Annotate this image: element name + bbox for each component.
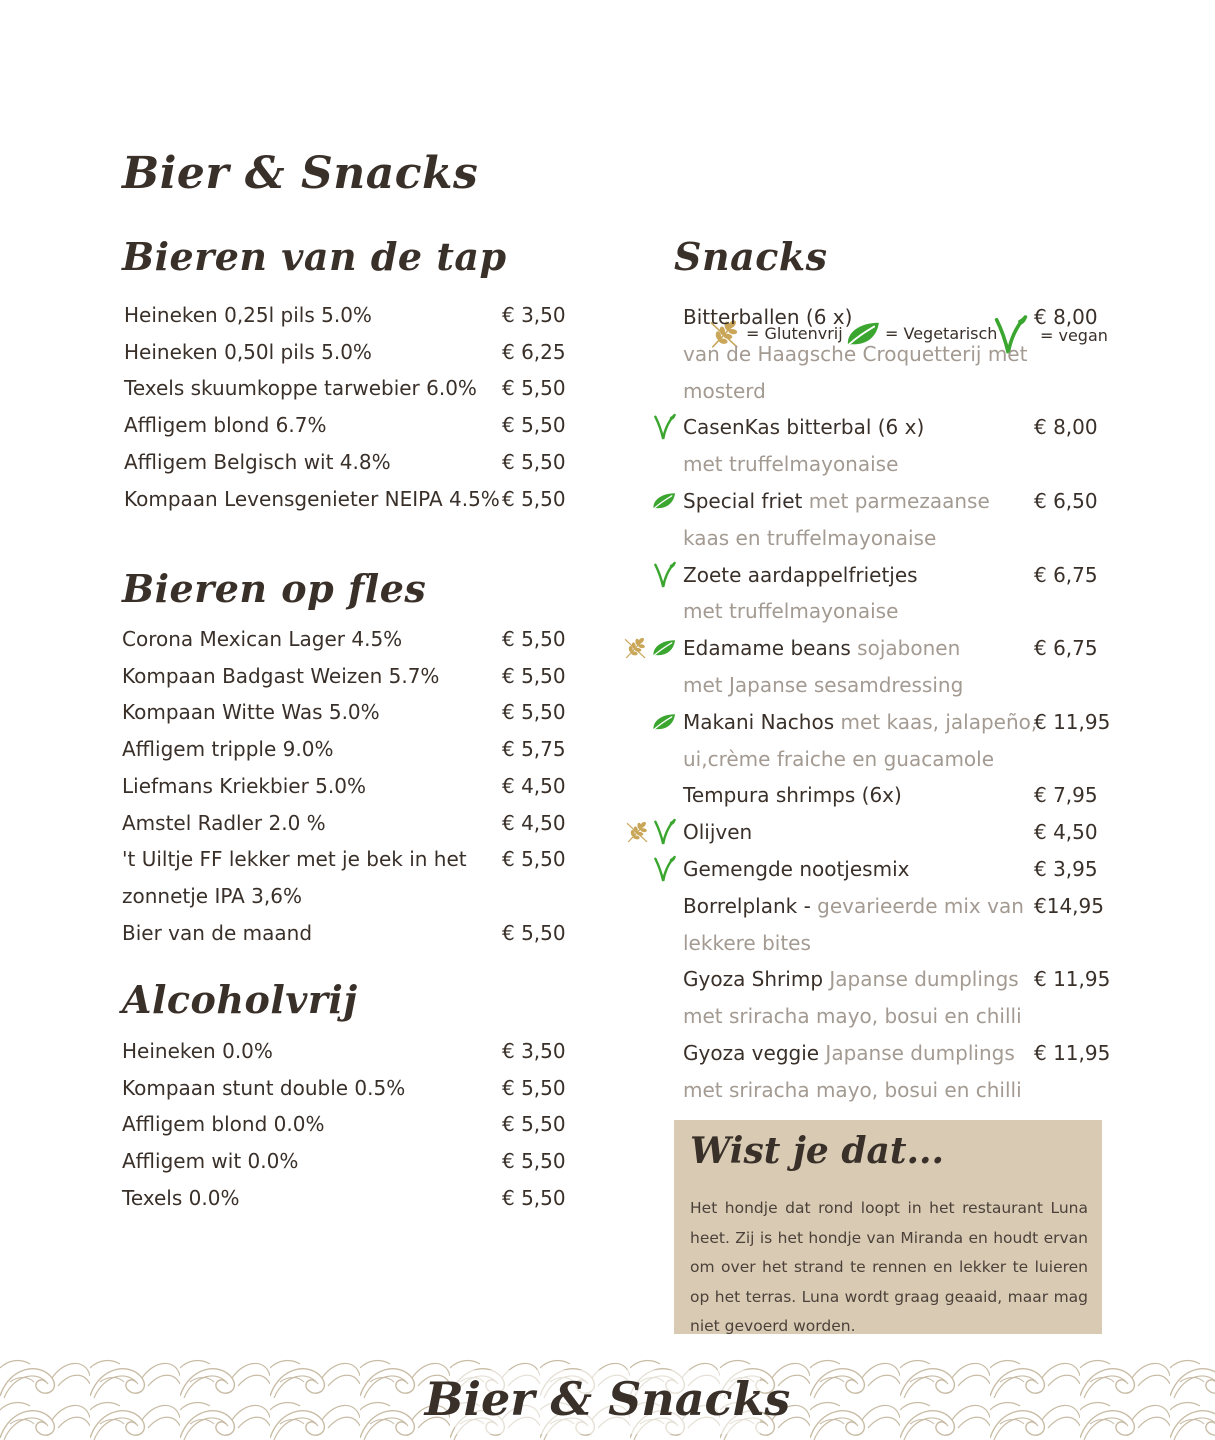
snack-description: sojabonen [850,636,961,661]
snack-name: Makani Nachos [683,709,835,734]
item-price: € 3,50 [502,303,566,327]
item-price: € 5,50 [502,627,566,651]
section-title-bottle: Bieren op fles [122,566,427,611]
list-item [122,915,582,951]
item-name: Kompaan Witte Was 5.0% [122,700,380,725]
snack-item [683,630,960,666]
snack-description: van de Haagsche Croquetterij met [683,341,1028,366]
snack-price: € 3,95 [1034,857,1098,881]
snack-price: € 6,50 [1034,489,1098,513]
info-box [674,1120,1102,1334]
list-item [124,297,582,333]
list-item [122,658,582,694]
item-price: € 5,50 [502,449,566,474]
snack-description: met sriracha mayo, bosui en chilli [683,1004,1022,1029]
list-item [122,1033,582,1069]
snack-name: Bitterballen (6 x) [683,305,853,329]
item-name: Kompaan stunt double 0.5% [122,1075,406,1100]
item-name: Heineken 0,25l pils 5.0% [124,303,372,327]
item-name: Affligem blond 0.0% [122,1112,325,1137]
item-price: € 5,50 [502,663,566,688]
snack-item [683,777,902,813]
snack-description: Japanse dumplings [823,967,1019,992]
snack-name: Olijven [683,820,753,845]
snack-description: mosterd [683,378,766,403]
item-price: € 6,25 [502,339,566,364]
snack-item [683,998,1022,1034]
snack-name: Tempura shrimps (6x) [683,783,902,808]
section-title-tap: Bieren van de tap [122,234,507,279]
vegan-icon [653,818,677,846]
item-name: Heineken 0,50l pils 5.0% [124,339,372,364]
snack-name: Gyoza Shrimp [683,967,824,992]
snack-name: Gyoza veggie [683,1041,820,1065]
vegan-icon [653,855,677,883]
item-name: zonnetje IPA 3,6% [122,883,302,908]
snack-item [683,851,909,887]
item-price: € 5,50 [502,413,566,438]
vegan-icon [653,561,677,589]
item-name: Kompaan Badgast Weizen 5.7% [122,663,440,688]
snack-price: € 11,95 [1034,709,1111,734]
item-price: € 5,50 [502,1112,566,1137]
snack-price: € 7,95 [1034,783,1098,808]
list-item [124,481,582,517]
snack-price: € 6,75 [1034,562,1098,587]
item-price: € 4,50 [502,810,566,835]
list-item [124,444,582,480]
snack-description: ui,crème fraiche en guacamole [683,746,995,771]
list-item [122,1180,582,1216]
item-price: € 5,50 [502,847,566,872]
item-name: Texels skuumkoppe tarwebier 6.0% [124,376,477,401]
snack-item [683,409,924,445]
snack-description: met truffelmayonaise [683,452,899,477]
vegetarian-icon [651,491,677,511]
list-item [122,731,582,767]
item-price: € 5,75 [502,737,566,762]
snack-description: gevarieerde mix van [817,893,1024,918]
snack-item [683,814,752,850]
snack-name: Special friet [683,489,803,513]
list-item [124,407,582,443]
footer-title: Bier & Snacks [424,1372,791,1426]
snack-item [683,593,898,629]
item-name: Kompaan Levensgenieter NEIPA 4.5% [124,486,500,511]
item-name: Amstel Radler 2.0 % [122,810,326,835]
snack-name: Borrelplank - [683,893,818,918]
snack-description: kaas en truffelmayonaise [683,525,937,550]
snack-item [683,520,936,556]
item-name: Affligem wit 0.0% [122,1149,299,1174]
legend-gluten-free: = Glutenvrij [746,324,843,343]
snack-item [683,1035,1015,1071]
item-price: € 5,50 [502,700,566,725]
list-item [124,334,582,370]
gluten-free-icon [625,820,649,844]
snack-description: Japanse dumplings [819,1041,1015,1065]
snack-description: met parmezaanse [802,489,990,513]
list-item [122,768,582,804]
section-title-alcoholfree: Alcoholvrij [122,977,358,1022]
snack-name: CasenKas bitterbal (6 x) [683,415,925,440]
item-name: 't Uiltje FF lekker met je bek in het [122,847,467,872]
snack-price: € 8,00 [1034,305,1098,329]
snack-description: met Japanse sesamdressing [683,673,964,697]
snack-name: Gemengde nootjesmix [683,857,910,881]
snack-price: € 8,00 [1034,415,1098,440]
legend-vegetarian: = Vegetarisch [885,324,998,343]
list-item [122,805,582,841]
list-item [122,1143,582,1179]
item-price: € 5,50 [502,1185,566,1210]
item-name: Liefmans Kriekbier 5.0% [122,773,366,798]
item-name: Affligem blond 6.7% [124,413,327,438]
snack-description: met sriracha mayo, bosui en chilli [683,1077,1022,1102]
vegan-icon [653,413,677,441]
item-name: Bier van de maand [122,920,313,945]
list-item [122,878,582,914]
item-name: Texels 0.0% [122,1185,240,1210]
list-item [122,694,582,730]
snack-item [683,557,918,593]
snack-item [683,446,898,482]
item-price: € 5,50 [502,376,566,401]
snack-item [683,741,994,777]
list-item [122,841,582,877]
snack-price: €14,95 [1034,893,1104,918]
snack-item [683,704,1037,740]
vegetarian-icon [651,712,677,732]
snack-item [683,667,963,703]
snack-item [683,961,1019,997]
item-name: Affligem Belgisch wit 4.8% [124,449,391,474]
item-price: € 3,50 [502,1039,566,1063]
list-item [122,1106,582,1142]
snack-description: met kaas, jalapeño, [834,709,1038,734]
item-name: Affligem tripple 9.0% [122,737,334,762]
snack-price: € 4,50 [1034,820,1098,845]
page-title: Bier & Snacks [122,148,479,199]
snack-name: Edamame beans [683,636,851,661]
item-name: Heineken 0.0% [122,1039,273,1063]
info-box-title: Wist je dat... [690,1130,945,1172]
snack-item [683,483,990,519]
list-item [122,1070,582,1106]
snack-price: € 11,95 [1034,1041,1111,1065]
item-price: € 4,50 [502,773,566,798]
snack-item [683,299,852,335]
item-price: € 5,50 [502,1075,566,1100]
snack-description: met truffelmayonaise [683,599,899,624]
snack-item [683,925,811,961]
item-price: € 5,50 [502,1149,566,1174]
section-title-snacks: Snacks [674,234,828,279]
info-box-text: Het hondje dat rond loopt in het restaurant Luna heet. Zij is het hondje van Miranda en houdt ervan om over het strand te rennen en lekker te luieren op het terras. Luna wordt graag geaaid, maar mag niet gevoerd worden. [690,1199,1088,1335]
item-price: € 5,50 [502,486,566,511]
list-item [124,370,582,406]
item-name: Corona Mexican Lager 4.5% [122,627,403,651]
snack-item [683,1072,1022,1108]
snack-item [683,373,766,409]
snack-description: lekkere bites [683,930,811,955]
snack-item [683,888,1024,924]
snack-item [683,336,1027,372]
snack-price: € 6,75 [1034,636,1098,661]
snack-name: Zoete aardappelfrietjes [683,562,918,587]
legend-vegan: = vegan [1040,326,1108,345]
gluten-free-icon [623,636,647,660]
item-price: € 5,50 [502,920,566,945]
snack-price: € 11,95 [1034,967,1111,992]
list-item [122,621,582,657]
vegetarian-icon [651,638,677,658]
